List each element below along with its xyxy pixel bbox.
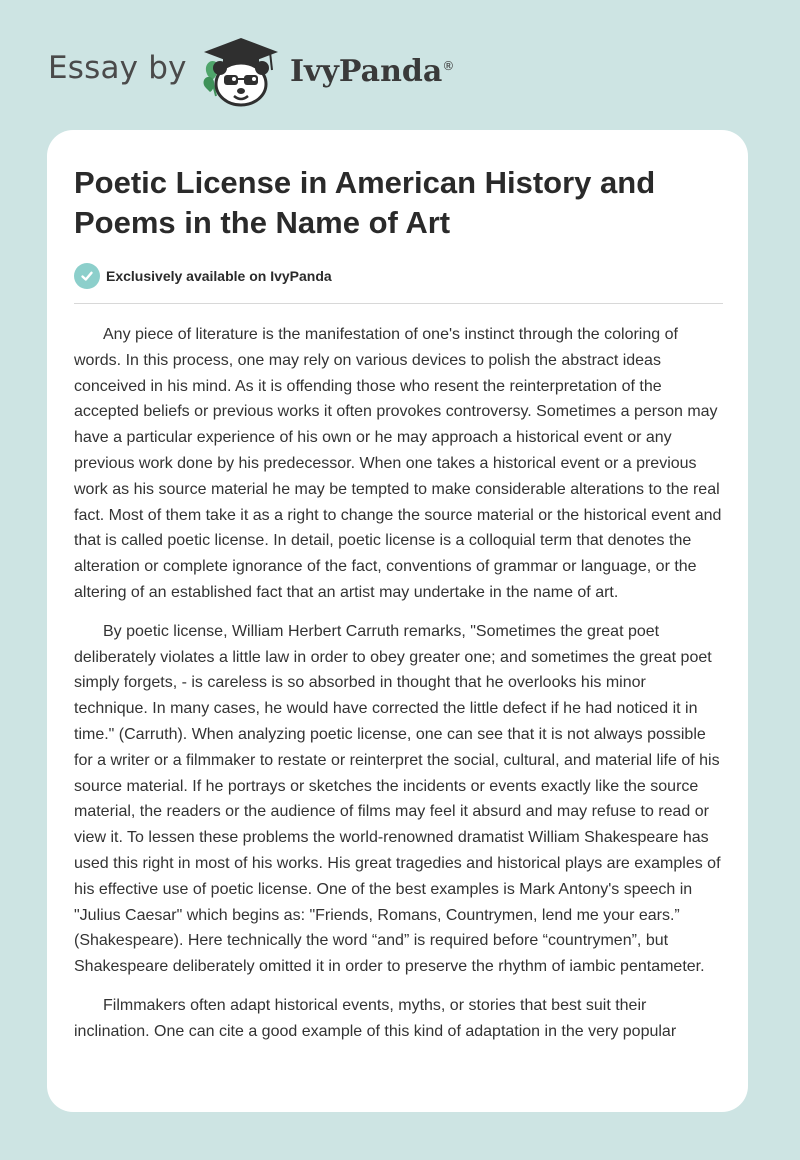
paragraph: Filmmakers often adapt historical events, myths, or stories that best suit their inclination. One can cite a good example of this kind of adaptation in the very popular xyxy=(74,996,677,1040)
trademark-symbol: ® xyxy=(442,59,455,73)
panda-logo-icon xyxy=(200,36,282,108)
divider xyxy=(74,303,723,304)
essay-title: Poetic License in American History and Poems in the Name of Art xyxy=(74,165,656,240)
essay-by-label: Essay by xyxy=(48,50,187,86)
exclusive-label: Exclusively available on IvyPanda xyxy=(106,268,332,284)
essay-card xyxy=(47,130,748,1112)
brand-text: IvyPanda xyxy=(290,54,443,89)
paragraph: Any piece of literature is the manifestation of one's instinct through the coloring of words. In this process, one may rely on various devices to polish the abstract ideas conceived in his mind. As it is offending those who resent the reinterpretation of the accepted beliefs or previous works it often provokes controversy. Sometimes a person may have a particular experience of his own or he may approach a historical event or any previous work done by his predecessor. When one takes a historical event or a previous work as his source material he may be tempted to make considerable alterations to the real fact. Most of them take it as a right to change the source material or the historical event and that is called poetic license. In detail, poetic license is a colloquial term that denotes the alteration or complete ignorance of the fact, conventions of grammar or language, or the altering of an established fact that an artist may undertake in the name of art. xyxy=(74,326,722,601)
paragraph: By poetic license, William Herbert Carruth remarks, "Sometimes the great poet deliberately violates a little law in order to obey greater one; and sometimes the great poet simply forgets, - is careless is so absorbed in thought that he overlooks his minor technique. In many cases, he would have corrected the little defect if he had noticed it in time." (Carruth). When analyzing poetic license, one can see that it is not always possible for a writer or a filmmaker to restate or reinterpret the social, cultural, and material life of his source material. If he portrays or sketches the incidents or events exactly like the source material, the readers or the audience of films may feel it absurd and may refuse to read or view it. To lessen these problems the world-renowned dramatist William Shakespeare has used this right in most of his works. His great tragedies and historical plays are examples of his effective use of poetic license. One of the best examples is Mark Antony's speech in "Julius Caesar" which begins as: "Friends, Romans, Countrymen, lend me your ears.” (Shakespeare). Here technically the word “and” is required before “countrymen”, but Shakespeare deliberately omitted it in order to preserve the rhythm of iambic pentameter. xyxy=(74,622,721,976)
check-circle-icon xyxy=(74,263,100,289)
brand-name[interactable] xyxy=(290,54,454,89)
site-header xyxy=(0,0,800,130)
exclusive-badge xyxy=(74,263,332,289)
essay-body xyxy=(74,322,724,1058)
